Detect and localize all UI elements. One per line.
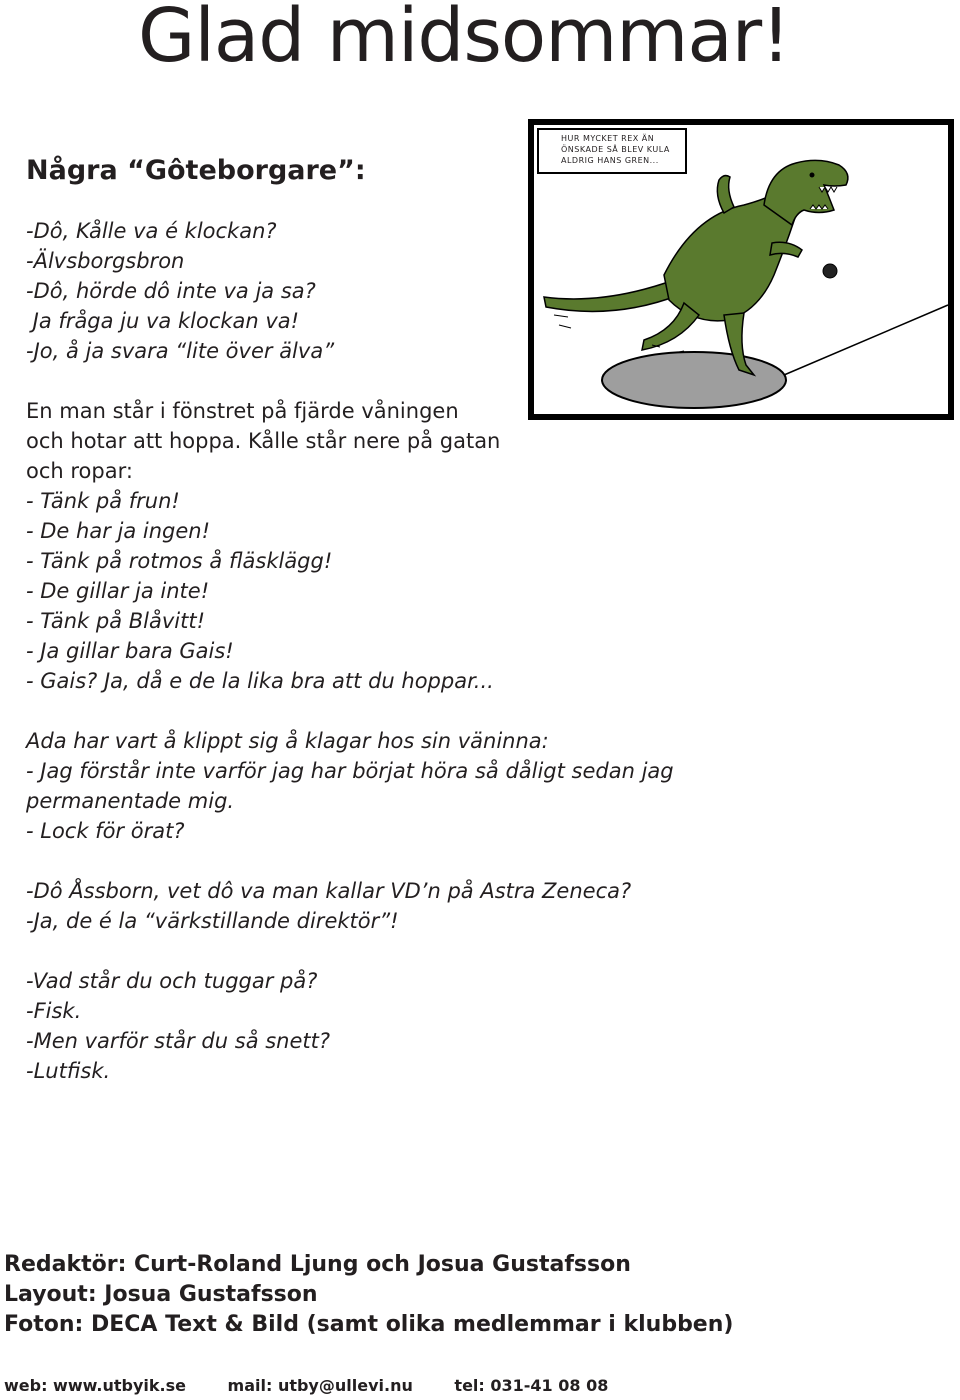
joke-block (26, 876, 726, 936)
joke-block (26, 726, 726, 846)
footer-mail-link[interactable]: mail: utby@ullevi.nu (227, 1376, 413, 1395)
footer-phone: tel: 031-41 08 08 (454, 1376, 609, 1395)
joke-line: -Jo, å ja svara “lite över älva” (26, 339, 335, 363)
joke-line: Ja fråga ju va klockan va! (26, 309, 300, 333)
credit-photos: Foton: DECA Text & Bild (samt olika medlemmar i klubben) (4, 1312, 734, 1337)
joke-line: och hotar att hoppa. Kålle står nere på gatan (26, 429, 501, 453)
joke-line: - Jag förstår inte varför jag har börjat höra så dåligt sedan jag (26, 759, 674, 783)
caption-line: ALDRIG HANS GREN... (561, 156, 659, 165)
joke-line: - Ja gillar bara Gais! (26, 639, 234, 663)
joke-line: -Men varför står du så snett? (26, 1029, 331, 1053)
caption-line: HUR MYCKET REX ÄN (561, 134, 655, 143)
footer (4, 1376, 608, 1395)
joke-line: -Dô, Kålle va é klockan? (26, 219, 277, 243)
joke-line: -Älvsborgsbron (26, 249, 185, 273)
joke-line: - Gais? Ja, då e de la lika bra att du hoppar... (26, 669, 494, 693)
joke-line: - Tänk på frun! (26, 489, 180, 513)
joke-line: permanentade mig. (26, 789, 235, 813)
joke-line: -Ja, de é la “värkstillande direktör”! (26, 909, 399, 933)
credit-layout: Layout: Josua Gustafsson (4, 1282, 318, 1307)
ball-shape (823, 264, 837, 278)
joke-line: - Tänk på Blåvitt! (26, 609, 206, 633)
joke-line: och ropar: (26, 459, 133, 483)
joke-line: Ada har vart å klippt sig å klagar hos sin väninna: (26, 729, 549, 753)
section-title: Några “Gôteborgare”: (26, 155, 366, 186)
joke-line: - Tänk på rotmos å fläsklägg! (26, 549, 333, 573)
jokes-list (26, 216, 726, 1116)
joke-line: En man står i fönstret på fjärde våningen (26, 399, 459, 423)
comic-caption (537, 128, 687, 174)
credit-editor: Redaktör: Curt-Roland Ljung och Josua Gustafsson (4, 1252, 631, 1277)
joke-line: - De har ja ingen! (26, 519, 211, 543)
joke-line: -Lutfisk. (26, 1059, 111, 1083)
joke-line: - Lock för örat? (26, 819, 185, 843)
joke-block (26, 396, 726, 486)
footer-web-link[interactable]: web: www.utbyik.se (4, 1376, 186, 1395)
joke-line: - De gillar ja inte! (26, 579, 210, 603)
joke-block (26, 966, 726, 1086)
joke-block (26, 486, 726, 696)
joke-line: -Dô Åssborn, vet dô va man kallar VD’n på Astra Zeneca? (26, 879, 632, 903)
joke-line: -Dô, hörde dô inte va ja sa? (26, 279, 316, 303)
caption-line: ÖNSKADE SÅ BLEV KULA (561, 145, 670, 154)
credits (4, 1250, 733, 1340)
page-title: Glad midsommar! (138, 0, 790, 79)
joke-line: -Fisk. (26, 999, 82, 1023)
joke-line: -Vad står du och tuggar på? (26, 969, 318, 993)
joke-block (26, 216, 726, 366)
